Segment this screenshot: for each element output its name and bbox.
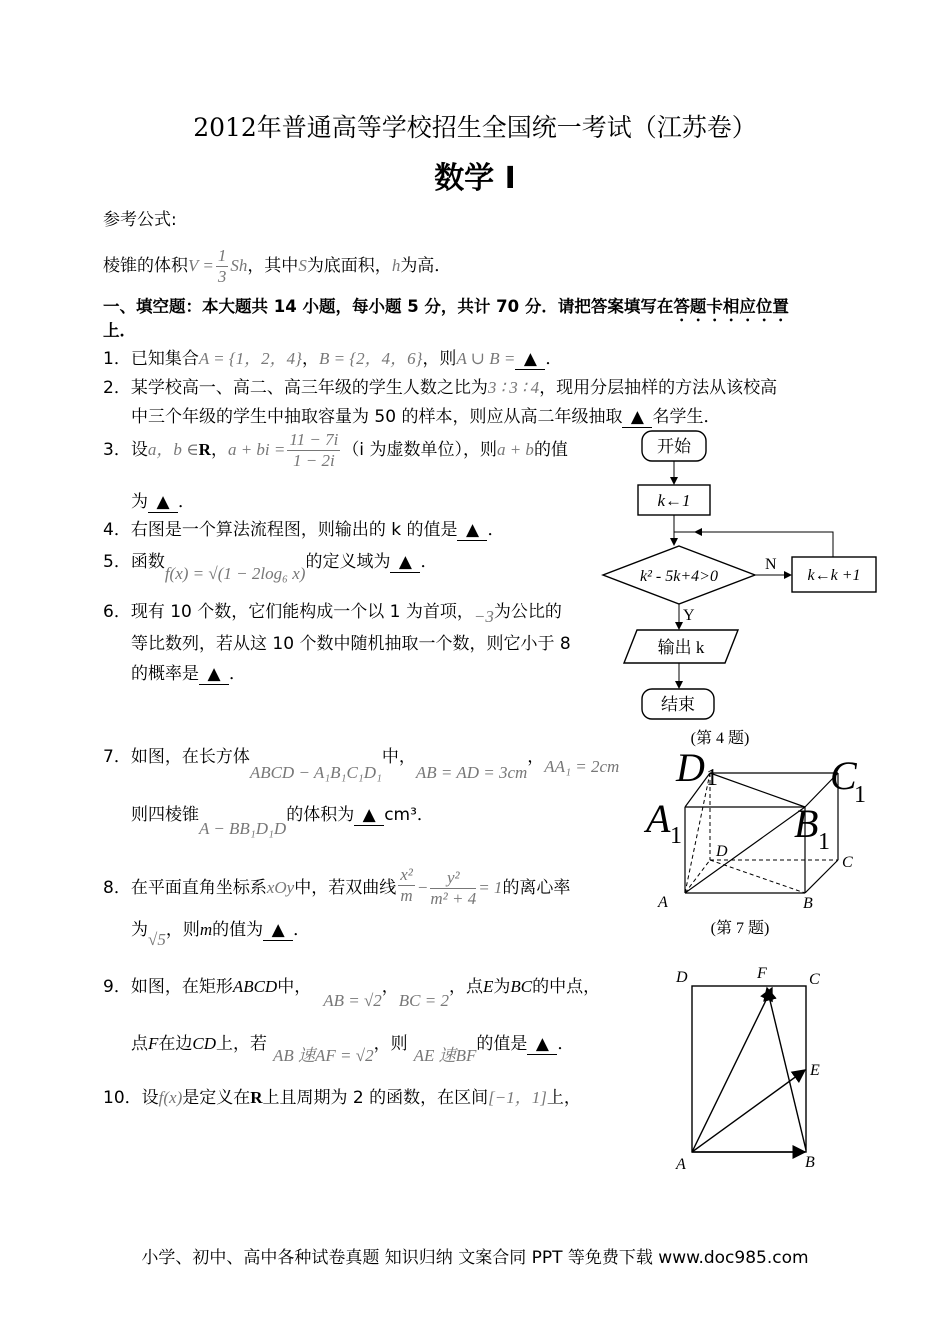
flow-output-label: 输出 k (657, 638, 705, 657)
flow-end-label: 结束 (661, 695, 695, 714)
cuboid-figure (640, 745, 880, 945)
flow-increment-label: k←k +1 (807, 567, 861, 584)
label-C1-sub: 1 (854, 782, 866, 808)
answer-blank: ▲ (199, 664, 229, 685)
question-7-cont: 则四棱锥A − BB₁D₁D的体积为 ▲ cm³． (131, 805, 434, 838)
question-5: 5．函数f(x) = √(1 − 2log₆ x)的定义域为 ▲ ． (103, 552, 438, 583)
rectangle-abcd (692, 986, 806, 1152)
footer-banner: 小学、初中、高中各种试卷真题 知识归纳 文案合同 PPT 等免费下载 www.doc985.com (141, 1248, 809, 1268)
rect-label-B: B (805, 1154, 815, 1171)
rect-label-A: A (676, 1156, 686, 1173)
question-3: 3．设a，b ∈R，a + bi = $\frac{11 - 7i}{1 - 2i}$ （i 为虚数单位），则a + b的值 (103, 430, 568, 470)
exam-title: 2012年普通高等学校招生全国统一考试（江苏卷） (193, 113, 757, 142)
rect-label-F: F (757, 965, 767, 982)
rect-label-E: E (810, 1062, 820, 1079)
flow-start-label: 开始 (657, 437, 691, 456)
label-D1: D (676, 745, 705, 790)
question-6-line2: 等比数列，若从这 10 个数中随机抽取一个数，则它小于 8 (131, 634, 571, 654)
label-B1-sub: 1 (818, 829, 830, 855)
flow-no-label: N (765, 556, 777, 573)
answer-blank: ▲ (457, 520, 487, 541)
label-B: B (803, 895, 813, 912)
vector-ae (692, 1070, 805, 1152)
flow-caption: (第 4 题) (690, 730, 750, 747)
answer-blank: ▲ (354, 805, 384, 826)
question-1: 1．已知集合A = {1，2，4}，B = {2，4，6}，则A ∪ B = ▲ ． (103, 349, 563, 369)
diagonal (710, 773, 805, 807)
vector-af (692, 988, 772, 1152)
answer-blank: ▲ (148, 492, 178, 513)
formula-heading: 参考公式: (103, 210, 177, 230)
question-7: 7．如图，在长方体ABCD − A₁B₁C₁D₁中，AB = AD = 3cm，AA₁ = 2cm (103, 747, 620, 782)
formula-line: 棱锥的体积V = $\frac{1}{3}$ Sh，其中S为底面积，h为高． (103, 246, 452, 286)
question-9-cont: 点F在边CD上，若AB 速AF = √2，则AE 速BF的值是 ▲ ． (131, 1034, 575, 1065)
cuboid-caption: (第 7 题) (710, 920, 770, 937)
label-D: D (716, 843, 728, 860)
question-2-cont: 中三个年级的学生中抽取容量为 50 的样本，则应从高二年级抽取 ▲ 名学生． (131, 407, 721, 427)
answer-blank: ▲ (622, 407, 652, 428)
question-10: 10．设f(x)是定义在R上且周期为 2 的函数，在区间[−1，1]上， (103, 1088, 581, 1108)
vector-bf (767, 988, 806, 1150)
label-D1-sub: 1 (706, 765, 718, 791)
answer-blank: ▲ (390, 552, 420, 573)
label-A1-sub: 1 (670, 823, 682, 849)
question-2: 2．某学校高一、高二、高三年级的学生人数之比为3 ∶ 3 ∶ 4，现用分层抽样的方法从该校高 (103, 378, 778, 398)
flowchart-figure (595, 425, 885, 755)
label-C1: C (830, 753, 857, 798)
label-B1: B (794, 801, 819, 846)
question-8-cont: 为√5，则m的值为 ▲ ． (131, 920, 311, 949)
rect-label-C: C (809, 971, 820, 988)
question-8: 8．在平面直角坐标系xOy中，若双曲线 $\frac{\text{x²}}{m}$ − $\frac{\text{y²}}{\text{m² + 4}}$ = 1的离心率 (103, 865, 571, 908)
diagonal (685, 807, 805, 893)
question-6-line3: 的概率是 ▲ ． (131, 664, 246, 684)
edge (805, 860, 838, 893)
answer-blank: ▲ (263, 920, 293, 941)
answer-blank: ▲ (515, 349, 545, 370)
section-heading-cont: 上． (103, 321, 136, 340)
label-C: C (842, 854, 853, 871)
subject-title: 数学 I (434, 161, 516, 196)
flow-condition-label: k² - 5k+4>0 (640, 568, 718, 585)
label-A: A (658, 894, 668, 911)
question-3-cont: 为 ▲ ． (131, 492, 195, 512)
flow-yes-label: Y (683, 607, 695, 624)
rectangle-figure (668, 960, 838, 1175)
flow-init-label: k←1 (657, 491, 691, 510)
section-heading: 一、填空题：本大题共 14 小题，每小题 5 分，共计 70 分．请把答案填写在答题卡相应位置 (103, 297, 789, 316)
answer-blank: ▲ (527, 1034, 557, 1055)
label-A1: A (646, 796, 671, 841)
rect-label-D: D (676, 969, 688, 986)
question-4: 4．右图是一个算法流程图，则输出的 k 的值是 ▲ ． (103, 520, 505, 540)
question-9: 9．如图，在矩形ABCD中，AB = √2，BC = 2，点E为BC的中点， (103, 977, 601, 1010)
question-6: 6．现有 10 个数，它们能构成一个以 1 为首项，−3为公比的 (103, 602, 562, 626)
